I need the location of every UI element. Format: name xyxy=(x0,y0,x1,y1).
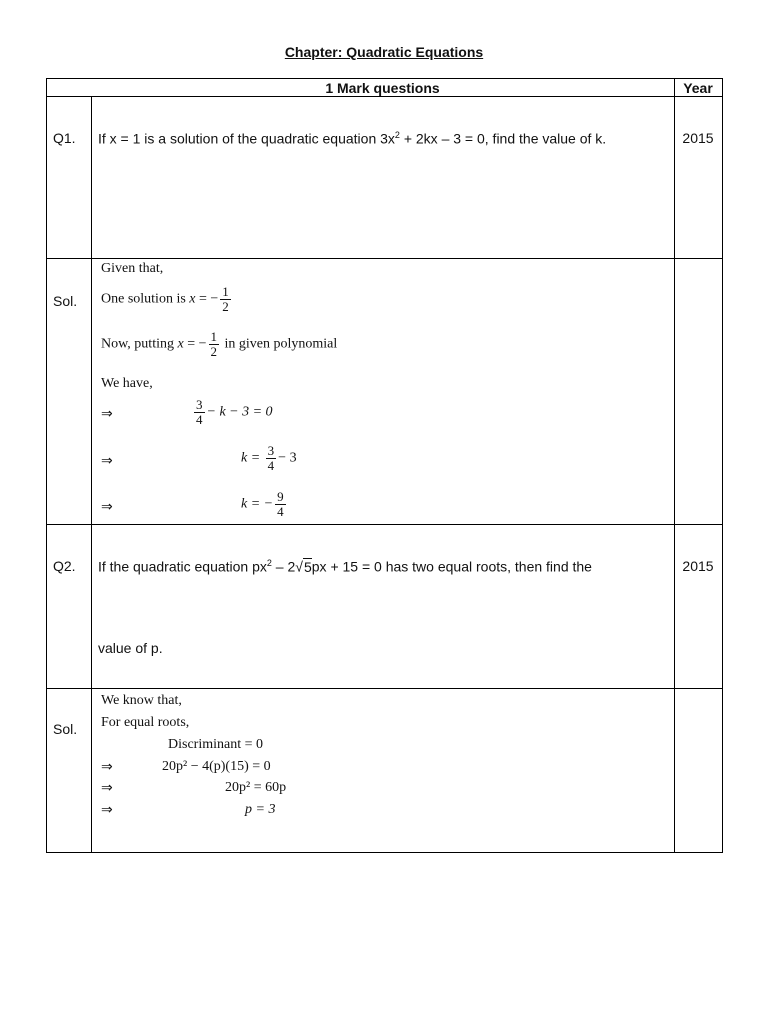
sol1-given: Given that, xyxy=(101,261,164,276)
row-divider-2 xyxy=(46,524,723,525)
sol1-arrow-1: ⇒ xyxy=(101,407,113,422)
column-divider-label xyxy=(91,96,92,853)
q2-question-continued: value of p. xyxy=(98,640,163,656)
table-border-bottom xyxy=(46,852,723,853)
sol2-label: Sol. xyxy=(53,721,78,737)
table-border-left xyxy=(46,78,47,853)
table-border-top xyxy=(46,78,723,79)
sol1-we-have: We have, xyxy=(101,376,153,391)
sol1-now-putting: Now, putting x = − $\frac{1}{2}$ in given polynomial xyxy=(101,329,338,359)
header-section-title: 1 Mark questions xyxy=(325,80,440,96)
q2-question: If the quadratic equation $px^2 - 2√5px + 15 = 0$ has two equal roots, then find the xyxy=(98,558,592,575)
sol2-arrow-1: ⇒ xyxy=(101,760,113,775)
q1-label: Q1. xyxy=(53,130,76,146)
sol2-we-know: We know that, xyxy=(101,693,182,708)
sol2-discriminant: Discriminant = 0 xyxy=(168,737,263,752)
sol2-step-3: p = 3 xyxy=(245,802,276,817)
q1-year: 2015 xyxy=(682,130,714,146)
row-divider-1 xyxy=(46,258,723,259)
column-divider-year xyxy=(674,78,675,853)
table-border-right xyxy=(722,78,723,853)
sol1-step-2: k = $\frac{3}{4}$ − 3 xyxy=(241,443,297,473)
sol2-arrow-3: ⇒ xyxy=(101,803,113,818)
row-divider-3 xyxy=(46,688,723,689)
sol1-step-1: $\frac{3}{4}$ − k − 3 = 0 xyxy=(196,397,273,427)
sol1-label: Sol. xyxy=(53,293,78,309)
sol2-arrow-2: ⇒ xyxy=(101,781,113,796)
sol1-arrow-2: ⇒ xyxy=(101,454,113,469)
page-title: Chapter: Quadratic Equations xyxy=(284,44,484,60)
sol2-step-2: 20p² = 60p xyxy=(225,780,287,795)
header-year: Year xyxy=(683,80,713,96)
sol2-for-equal: For equal roots, xyxy=(101,715,190,730)
sol1-step-3: k = − $\frac{9}{4}$ xyxy=(241,489,284,519)
q2-label: Q2. xyxy=(53,558,76,574)
sol2-step-1: 20p² − 4(p)(15) = 0 xyxy=(162,759,271,774)
q2-year: 2015 xyxy=(682,558,714,574)
sol1-one-solution: One solution is x = − $\frac{1}{2}$ xyxy=(101,284,229,314)
q1-question: If x = 1 is a solution of the quadratic equation $3x^2 + 2kx - 3 = 0$, find the value of k. xyxy=(98,130,607,147)
header-divider xyxy=(46,96,723,97)
sol1-arrow-3: ⇒ xyxy=(101,500,113,515)
